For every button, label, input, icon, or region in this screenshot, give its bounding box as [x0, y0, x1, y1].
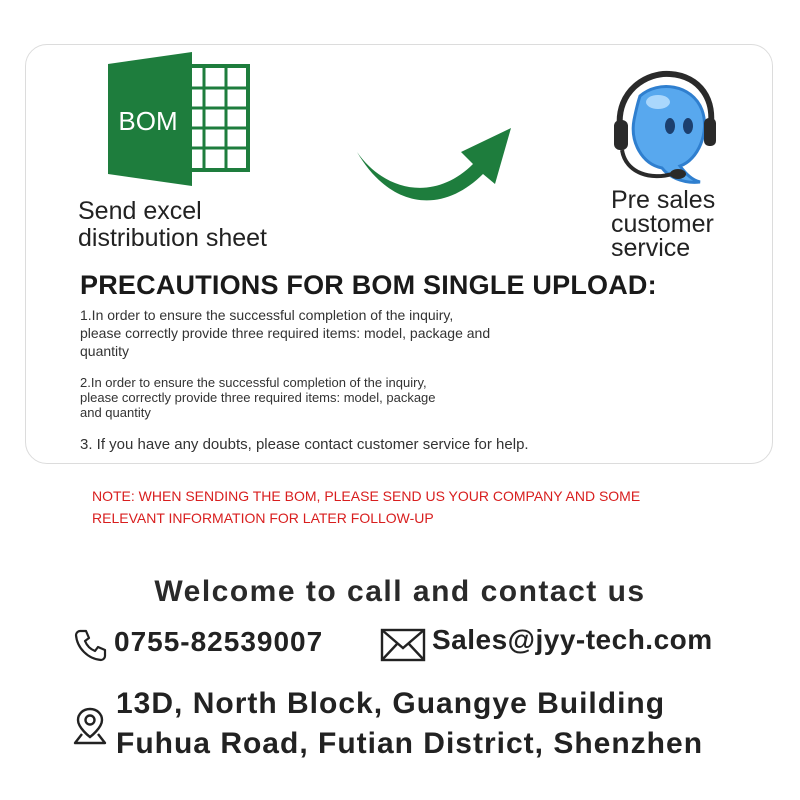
- precaution-item-3: 3. If you have any doubts, please contact customer service for help.: [80, 436, 529, 453]
- excel-spreadsheet-icon: [108, 52, 250, 186]
- location-pin-icon: [72, 706, 108, 746]
- precautions-title: PRECAUTIONS FOR BOM SINGLE UPLOAD:: [80, 270, 657, 300]
- excel-icon-text: BOM: [118, 106, 178, 136]
- precaution-item-1: 1.In order to ensure the successful completion of the inquiry, please correctly provide three required items: model, package and quantity: [80, 307, 491, 359]
- pre-sales-label: Pre sales customer service: [611, 186, 716, 262]
- headset-mascot-icon: [608, 70, 720, 188]
- email-address[interactable]: Sales@jyy-tech.com: [432, 624, 713, 655]
- welcome-heading: Welcome to call and contact us: [154, 575, 646, 608]
- precaution-item-2: 2.In order to ensure the successful completion of the inquiry, please correctly provide three required items: model, package and quantity: [80, 375, 436, 420]
- address: 13D, North Block, Guangye Building Fuhua Road, Futian District, Shenzhen: [116, 687, 704, 760]
- send-excel-label: Send excel distribution sheet: [78, 197, 268, 252]
- curved-arrow-icon: [355, 122, 515, 214]
- note-text: NOTE: WHEN SENDING THE BOM, PLEASE SEND US YOUR COMPANY AND SOME RELEVANT INFORMATION FOR LATER FOLLOW-UP: [92, 488, 641, 526]
- phone-number[interactable]: 0755-82539007: [114, 626, 324, 657]
- mail-icon: [380, 628, 426, 662]
- phone-icon: [74, 628, 108, 662]
